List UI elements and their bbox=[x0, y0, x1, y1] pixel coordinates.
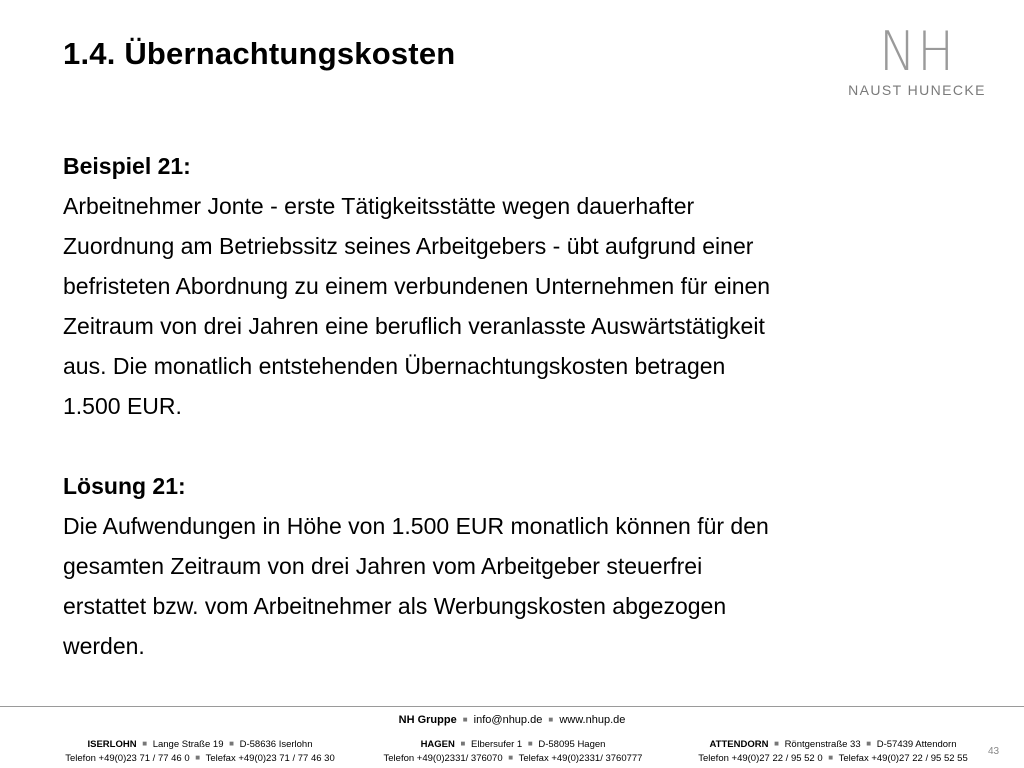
separator-icon: ■ bbox=[548, 715, 554, 724]
footer-contact bbox=[0, 714, 1024, 726]
footer-email-link[interactable]: info@nhup.de bbox=[473, 714, 543, 726]
separator-icon: ■ bbox=[774, 739, 779, 748]
example-line: Arbeitnehmer Jonte - erste Tätigkeitsstätte wegen dauerhafter bbox=[63, 193, 695, 219]
footer-web-link[interactable]: www.nhup.de bbox=[559, 714, 626, 726]
office-phone: Telefon +49(0)23 71 / 77 46 0 bbox=[65, 753, 190, 764]
office-zip: D-58636 Iserlohn bbox=[239, 739, 313, 750]
example-line: Zeitraum von drei Jahren eine beruflich veranlasste Auswärtstätigkeit bbox=[63, 313, 765, 339]
solution-heading: Lösung 21: bbox=[63, 473, 186, 499]
office-phone: Telefon +49(0)27 22 / 95 52 0 bbox=[698, 753, 823, 764]
example-heading: Beispiel 21: bbox=[63, 153, 191, 179]
office-iserlohn bbox=[50, 737, 350, 765]
paragraph-gap bbox=[63, 426, 963, 466]
example-line: 1.500 EUR. bbox=[63, 393, 182, 419]
separator-icon: ■ bbox=[508, 753, 514, 762]
separator-icon: ■ bbox=[527, 739, 533, 748]
footer-group-name: NH Gruppe bbox=[398, 714, 457, 726]
example-line: Zuordnung am Betriebssitz seines Arbeitgebers - übt aufgrund einer bbox=[63, 233, 754, 259]
separator-icon: ■ bbox=[828, 753, 834, 762]
office-fax: Telefax +49(0)27 22 / 95 52 55 bbox=[838, 753, 968, 764]
example-line: aus. Die monatlich entstehenden Übernachtungskosten betragen bbox=[63, 353, 726, 379]
separator-icon: ■ bbox=[462, 715, 468, 724]
office-fax: Telefax +49(0)2331/ 3760777 bbox=[518, 753, 643, 764]
office-street: Elbersufer 1 bbox=[471, 739, 523, 750]
office-city: ATTENDORN bbox=[709, 739, 769, 750]
solution-line: Die Aufwendungen in Höhe von 1.500 EUR monatlich können für den bbox=[63, 513, 769, 539]
separator-icon: ■ bbox=[195, 753, 201, 762]
office-zip: D-57439 Attendorn bbox=[876, 739, 957, 750]
solution-line: gesamten Zeitraum von drei Jahren vom Arbeitgeber steuerfrei bbox=[63, 553, 703, 579]
office-street: Röntgenstraße 33 bbox=[784, 739, 861, 750]
office-street: Lange Straße 19 bbox=[152, 739, 224, 750]
separator-icon: ■ bbox=[460, 739, 466, 748]
example-line: befristeten Abordnung zu einem verbundenen Unternehmen für einen bbox=[63, 273, 771, 299]
office-attendorn bbox=[683, 737, 983, 765]
company-logo bbox=[836, 20, 998, 98]
slide-body bbox=[63, 146, 963, 666]
office-fax: Telefax +49(0)23 71 / 77 46 30 bbox=[205, 753, 335, 764]
office-city: HAGEN bbox=[420, 739, 455, 750]
solution-line: werden. bbox=[63, 633, 145, 659]
office-hagen bbox=[363, 737, 663, 765]
office-phone: Telefon +49(0)2331/ 376070 bbox=[383, 753, 503, 764]
separator-icon: ■ bbox=[229, 739, 234, 748]
footer-divider bbox=[0, 706, 1024, 707]
slide-title: 1.4. Übernachtungskosten bbox=[63, 36, 456, 71]
logo-mark: NH bbox=[878, 20, 956, 83]
office-city: ISERLOHN bbox=[87, 739, 137, 750]
separator-icon: ■ bbox=[142, 739, 148, 748]
solution-line: erstattet bzw. vom Arbeitnehmer als Werbungskosten abgezogen bbox=[63, 593, 727, 619]
page-number: 43 bbox=[988, 746, 1000, 757]
office-zip: D-58095 Hagen bbox=[538, 739, 606, 750]
separator-icon: ■ bbox=[866, 739, 872, 748]
logo-company-name: NAUST HUNECKE bbox=[848, 82, 986, 98]
